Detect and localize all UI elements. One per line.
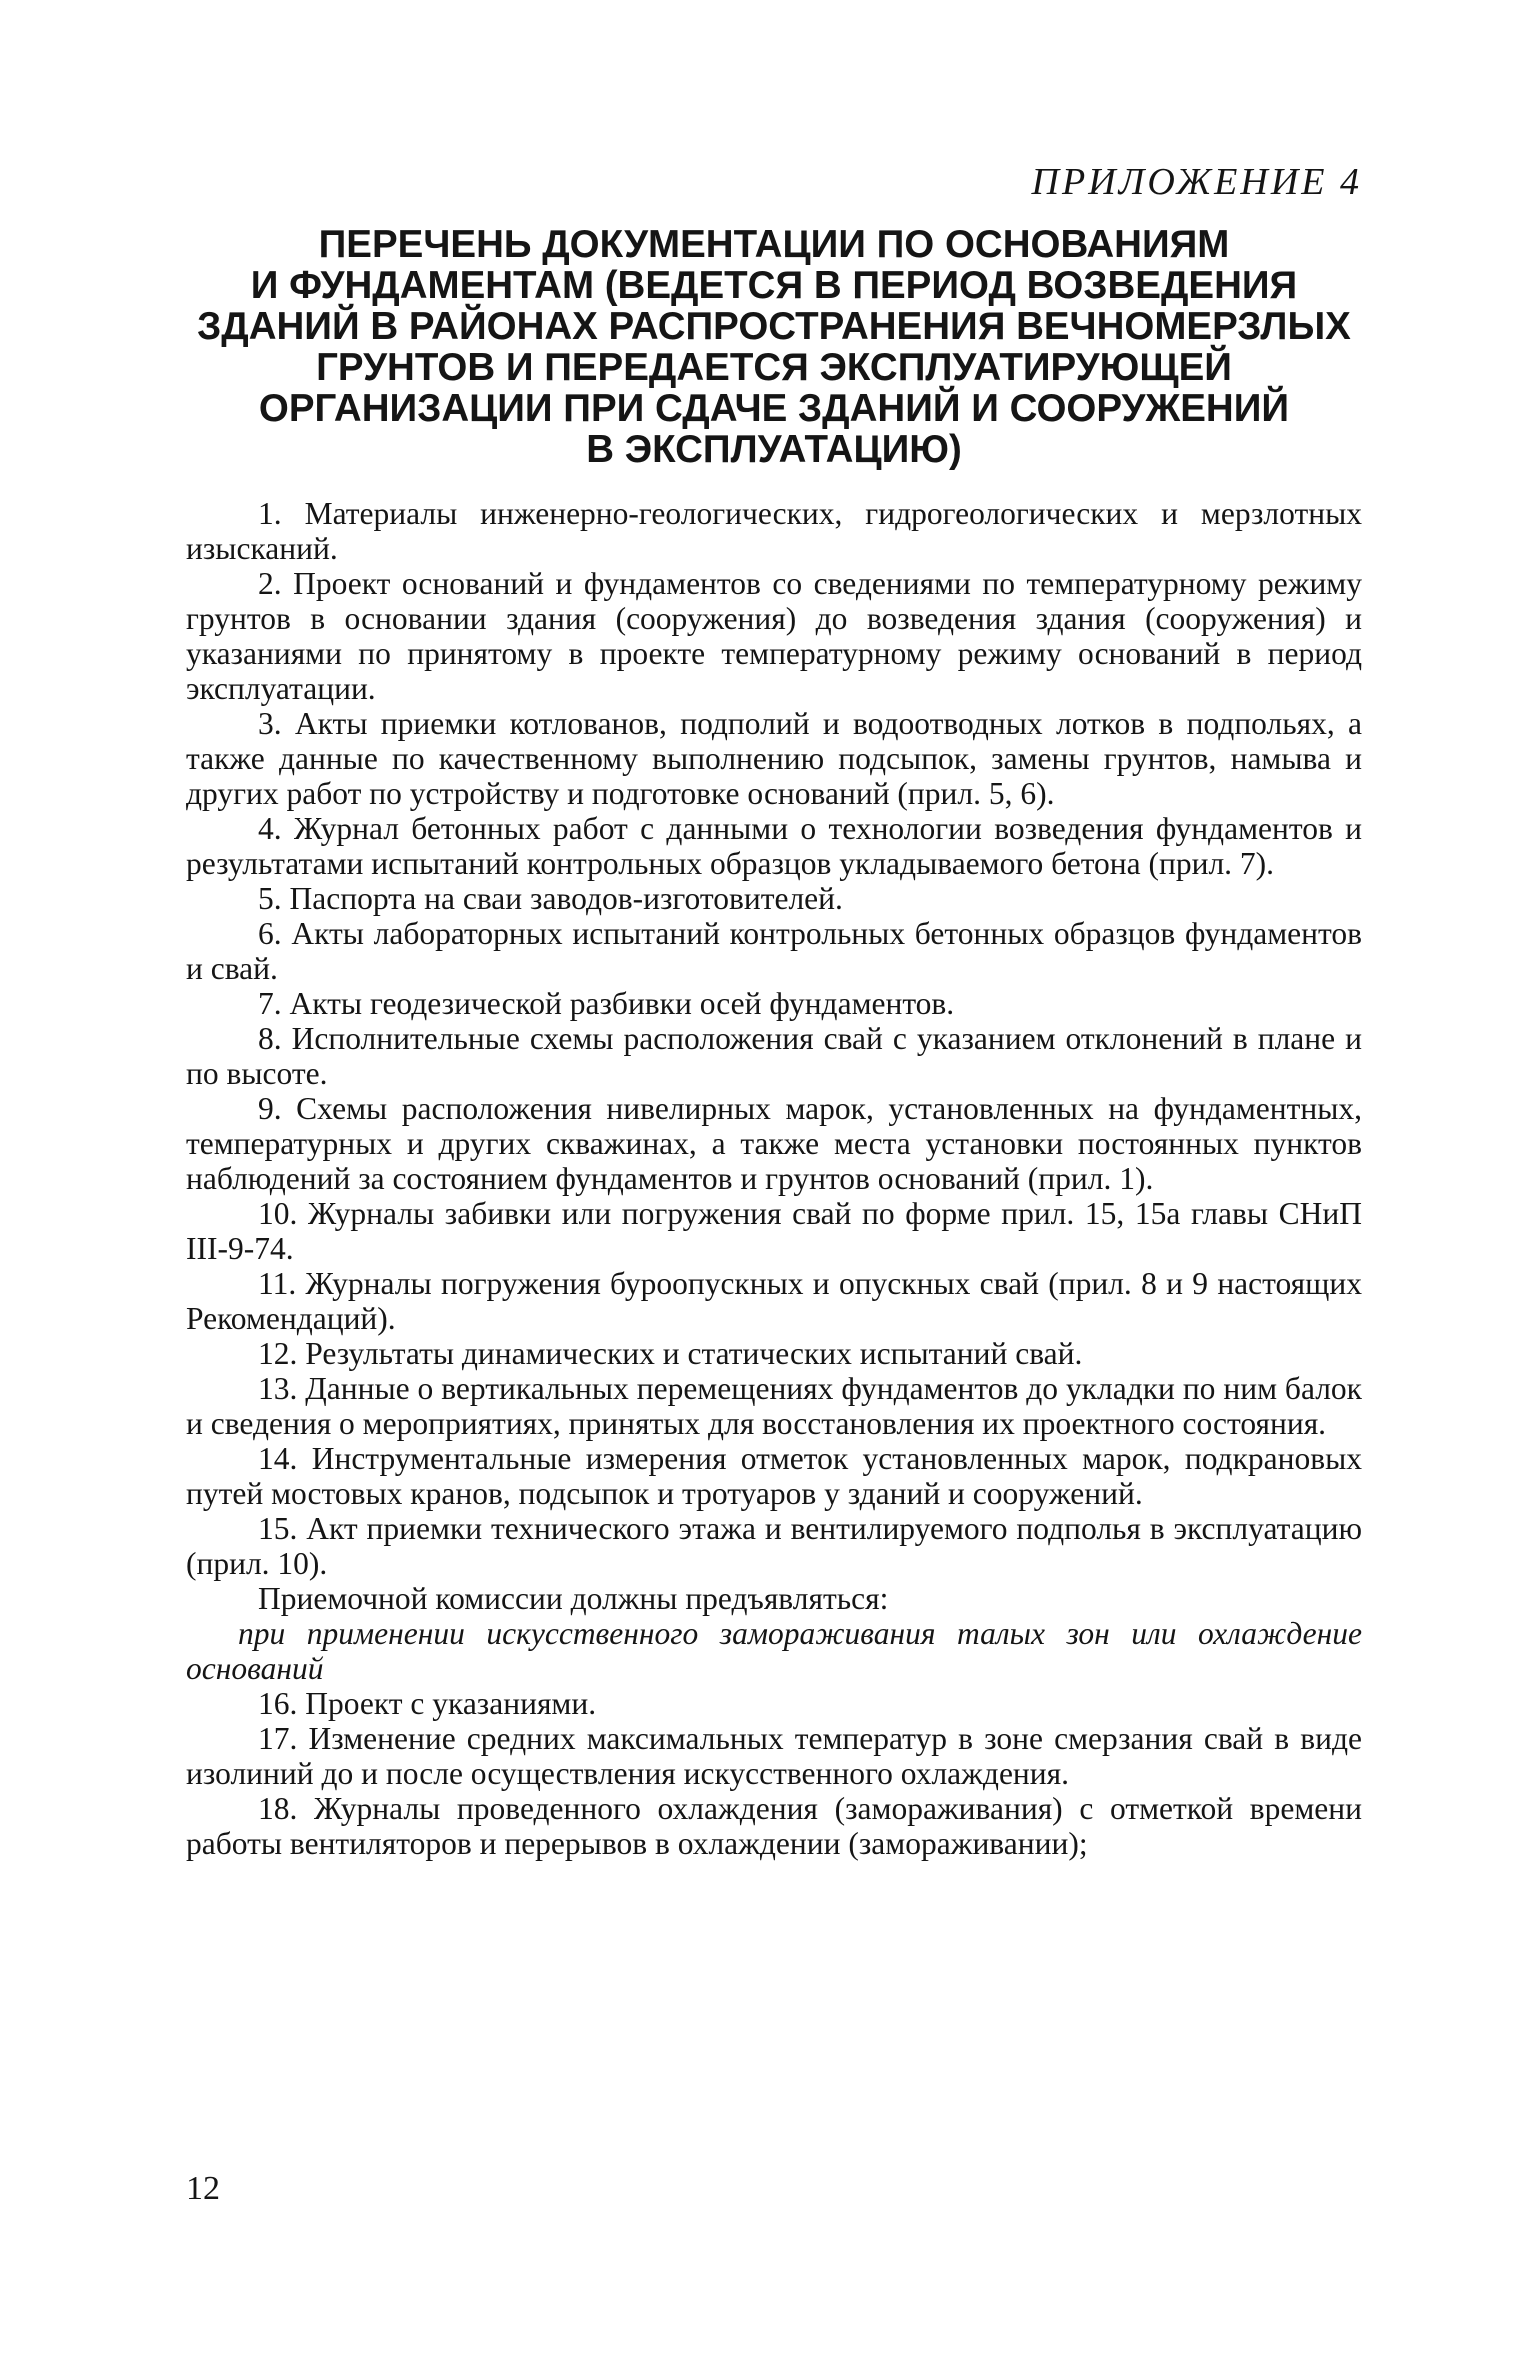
list-item-2: 2. Проект оснований и фундаментов со сведениями по температурному режиму грунтов в основании здания (сооружения) до возведения здания (сооружения) и указаниями по принятому в проекте температурному режиму оснований в период эксплуатации. [186, 566, 1362, 706]
title-line: И ФУНДАМЕНТАМ (ВЕДЕТСЯ В ПЕРИОД ВОЗВЕДЕНИЯ [250, 264, 1298, 307]
list-item-15: 15. Акт приемки технического этажа и вентилируемого подполья в эксплуатацию (прил. 10). [186, 1511, 1362, 1581]
list-item-5: 5. Паспорта на сваи заводов-изготовителей. [258, 881, 843, 916]
page-number: 12 [186, 2170, 220, 2207]
list-item-7: 7. Акты геодезической разбивки осей фундаментов. [258, 986, 955, 1021]
list-item-6: 6. Акты лабораторных испытаний контрольных бетонных образцов фундаментов и свай. [186, 916, 1362, 986]
list-item-13: 13. Данные о вертикальных перемещениях фундаментов до укладки по ним балок и сведения о мероприятиях, принятых для восстановления их проектного состояния. [186, 1371, 1362, 1441]
list-item-16: 16. Проект с указаниями. [258, 1686, 597, 1721]
list-item-3: 3. Акты приемки котлованов, подполий и водоотводных лотков в подпольях, а также данные по качественному выполнению подсыпок, замены грунтов, намыва и других работ по устройству и подготовке оснований (прил. 5, 6). [186, 706, 1362, 811]
list-item-8: 8. Исполнительные схемы расположения свай с указанием отклонений в плане и по высоте. [186, 1021, 1362, 1091]
list-item-1: 1. Материалы инженерно-геологических, гидрогеологических и мерзлотных изысканий. [186, 496, 1362, 566]
commission-line: Приемочной комиссии должны предъявляться: [258, 1581, 889, 1616]
list-item-10: 10. Журналы забивки или погружения свай по форме прил. 15, 15а главы СНиП III-9-74. [186, 1196, 1362, 1266]
italic-subheading: при применении искусственного замораживания талых зон или охлаждение оснований [186, 1616, 1362, 1686]
list-item-14: 14. Инструментальные измерения отметок установленных марок, подкрановых путей мостовых кранов, подсыпок и тротуаров у зданий и сооружений. [186, 1441, 1362, 1511]
list-item-12: 12. Результаты динамических и статических испытаний свай. [258, 1336, 1083, 1371]
list-item-17: 17. Изменение средних максимальных температур в зоне смерзания свай в виде изолиний до и после осуществления искусственного охлаждения. [186, 1721, 1362, 1791]
list-item-18: 18. Журналы проведенного охлаждения (замораживания) с отметкой времени работы вентиляторов и перерывов в охлаждении (замораживании); [186, 1791, 1362, 1861]
title-line: ГРУНТОВ И ПЕРЕДАЕТСЯ ЭКСПЛУАТИРУЮЩЕЙ [316, 346, 1232, 389]
list-item-9: 9. Схемы расположения нивелирных марок, установленных на фундаментных, температурных и других скважинах, а также места установки постоянных пунктов наблюдений за состоянием фундаментов и грунтов оснований (прил. 1). [186, 1091, 1362, 1196]
title-line: ПЕРЕЧЕНЬ ДОКУМЕНТАЦИИ ПО ОСНОВАНИЯМ [318, 223, 1230, 266]
title-line: В ЭКСПЛУАТАЦИЮ) [586, 428, 962, 471]
list-item-11: 11. Журналы погружения буроопускных и опускных свай (прил. 8 и 9 настоящих Рекомендаций). [186, 1266, 1362, 1336]
document-title [186, 224, 1362, 470]
title-line: ЗДАНИЙ В РАЙОНАХ РАСПРОСТРАНЕНИЯ ВЕЧНОМЕРЗЛЫХ [197, 305, 1351, 348]
title-line: ОРГАНИЗАЦИИ ПРИ СДАЧЕ ЗДАНИЙ И СООРУЖЕНИЙ [258, 387, 1290, 430]
list-item-4: 4. Журнал бетонных работ с данными о технологии возведения фундаментов и результатами испытаний контрольных образцов укладываемого бетона (прил. 7). [186, 811, 1362, 881]
appendix-label: ПРИЛОЖЕНИЕ 4 [1031, 161, 1362, 203]
document-body [186, 496, 1362, 1861]
